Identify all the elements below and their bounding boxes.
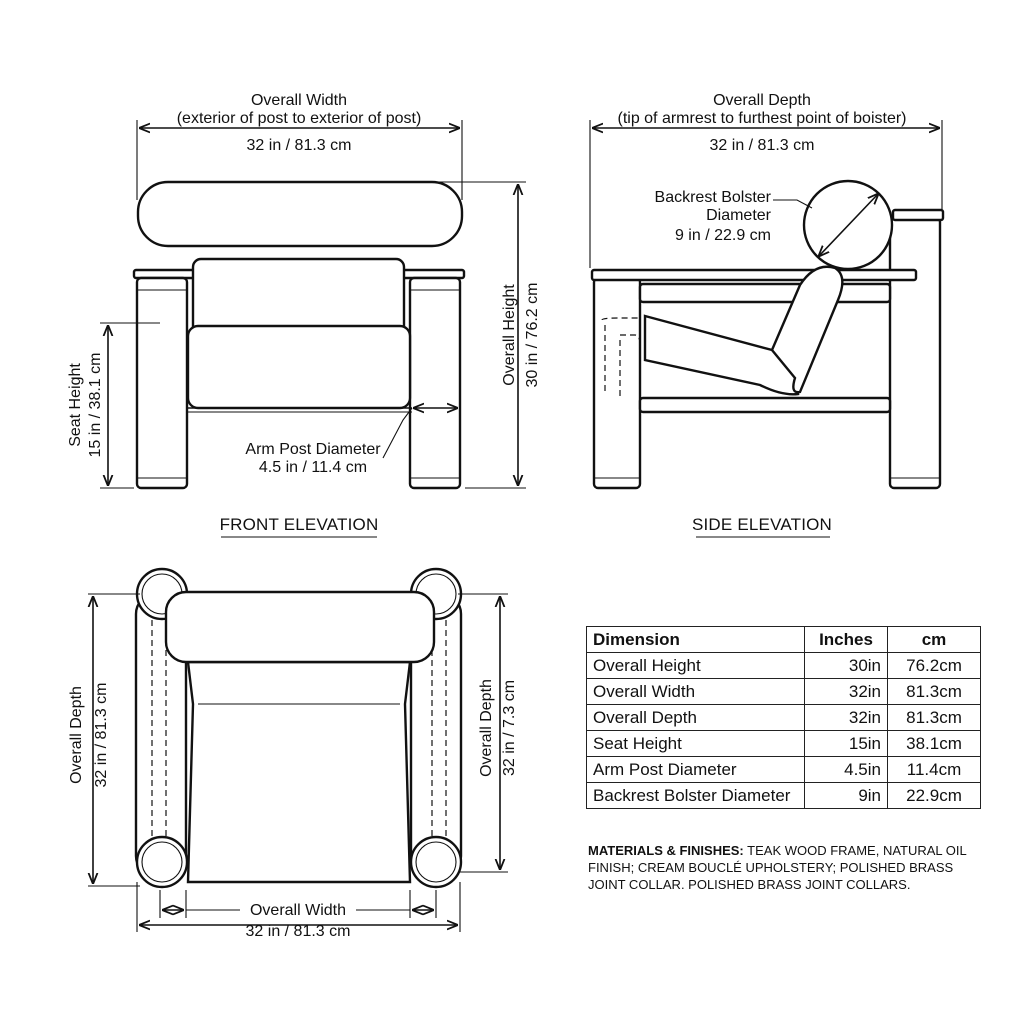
table-cell-dimension: Overall Height: [587, 653, 805, 679]
table-cell-dimension: Backrest Bolster Diameter: [587, 783, 805, 809]
table-cell-inches: 9in: [805, 783, 888, 809]
side-elevation-title: SIDE ELEVATION: [691, 515, 833, 534]
table-cell-inches: 4.5in: [805, 757, 888, 783]
table-cell-dimension: Overall Width: [587, 679, 805, 705]
materials-text: TEAK WOOD FRAME, NATURAL OIL FINISH; CREAM BOUCLÉ UPHOLSTERY; POLISHED BRASS JOINT COLLAR. POLISHED BRASS JOINT COLLARS.: [588, 843, 967, 892]
table-cell-inches: 15in: [805, 731, 888, 757]
front-right-post: [410, 278, 460, 488]
side-top-back-rail: [893, 210, 943, 220]
table-row: [587, 653, 981, 679]
table-row: [587, 679, 981, 705]
table-cell-cm: 81.3cm: [888, 705, 981, 731]
materials-notes: [588, 842, 978, 893]
table-cell-dimension: Overall Depth: [587, 705, 805, 731]
plan-right-depth-value: 32 in / 7.3 cm: [501, 679, 518, 777]
table-header-row: [587, 627, 981, 653]
front-width-label: Overall Width: [250, 92, 348, 109]
bolster-label: Backrest Bolster: [654, 189, 771, 206]
table-cell-cm: 11.4cm: [888, 757, 981, 783]
plan-right-depth-label: Overall Depth: [478, 679, 495, 777]
front-height-value: 30 in / 76.2 cm: [524, 282, 541, 388]
table-cell-cm: 38.1cm: [888, 731, 981, 757]
plan-left-depth-label: Overall Depth: [68, 686, 85, 784]
table-row: [587, 731, 981, 757]
side-front-post: [594, 278, 640, 488]
side-lower-rail: [640, 398, 890, 412]
side-rear-post: [890, 218, 940, 488]
table-cell-inches: 32in: [805, 679, 888, 705]
front-elevation-title: FRONT ELEVATION: [219, 515, 379, 534]
front-seat-cushion: [188, 326, 410, 408]
table-header-inches: Inches: [805, 627, 888, 653]
table-cell-dimension: Seat Height: [587, 731, 805, 757]
table-cell-cm: 76.2cm: [888, 653, 981, 679]
table-row: [587, 705, 981, 731]
arm-post-value: 4.5 in / 11.4 cm: [258, 459, 368, 476]
bolster-sublabel: Diameter: [706, 207, 771, 224]
table-cell-inches: 30in: [805, 653, 888, 679]
plan-seat: [188, 662, 410, 882]
plan-bolster: [166, 592, 434, 662]
front-elevation: [67, 92, 541, 537]
side-armrest: [592, 270, 916, 280]
front-left-post: [137, 278, 187, 488]
table-cell-dimension: Arm Post Diameter: [587, 757, 805, 783]
arm-post-label: Arm Post Diameter: [245, 441, 381, 458]
plan-width-label: Overall Width: [249, 902, 347, 919]
table-cell-cm: 81.3cm: [888, 679, 981, 705]
materials-heading: MATERIALS & FINISHES:: [588, 843, 744, 858]
bolster-value: 9 in / 22.9 cm: [674, 227, 771, 244]
side-depth-sublabel: (tip of armrest to furthest point of boister): [617, 110, 907, 127]
table-row: [587, 783, 981, 809]
side-elevation: [590, 92, 943, 537]
plan-left-depth-value: 32 in / 81.3 cm: [93, 682, 110, 788]
front-bolster: [138, 182, 462, 246]
table-header-cm: cm: [888, 627, 981, 653]
table-cell-cm: 22.9cm: [888, 783, 981, 809]
plan-post-bottom-left: [137, 837, 187, 887]
front-height-label: Overall Height: [501, 284, 518, 386]
table-row: [587, 757, 981, 783]
front-width-value: 32 in / 81.3 cm: [246, 137, 352, 154]
plan-view: [68, 569, 518, 940]
side-depth-label: Overall Depth: [713, 92, 811, 109]
side-depth-value: 32 in / 81.3 cm: [709, 137, 815, 154]
table-cell-inches: 32in: [805, 705, 888, 731]
front-width-sublabel: (exterior of post to exterior of post): [176, 110, 422, 127]
side-upper-rail: [640, 284, 890, 302]
plan-post-bottom-right: [411, 837, 461, 887]
seat-height-value: 15 in / 38.1 cm: [87, 352, 104, 458]
seat-height-label: Seat Height: [67, 363, 84, 447]
plan-width-value: 32 in / 81.3 cm: [245, 923, 351, 940]
table-header-dimension: Dimension: [587, 627, 805, 653]
dimension-table: [586, 626, 981, 809]
